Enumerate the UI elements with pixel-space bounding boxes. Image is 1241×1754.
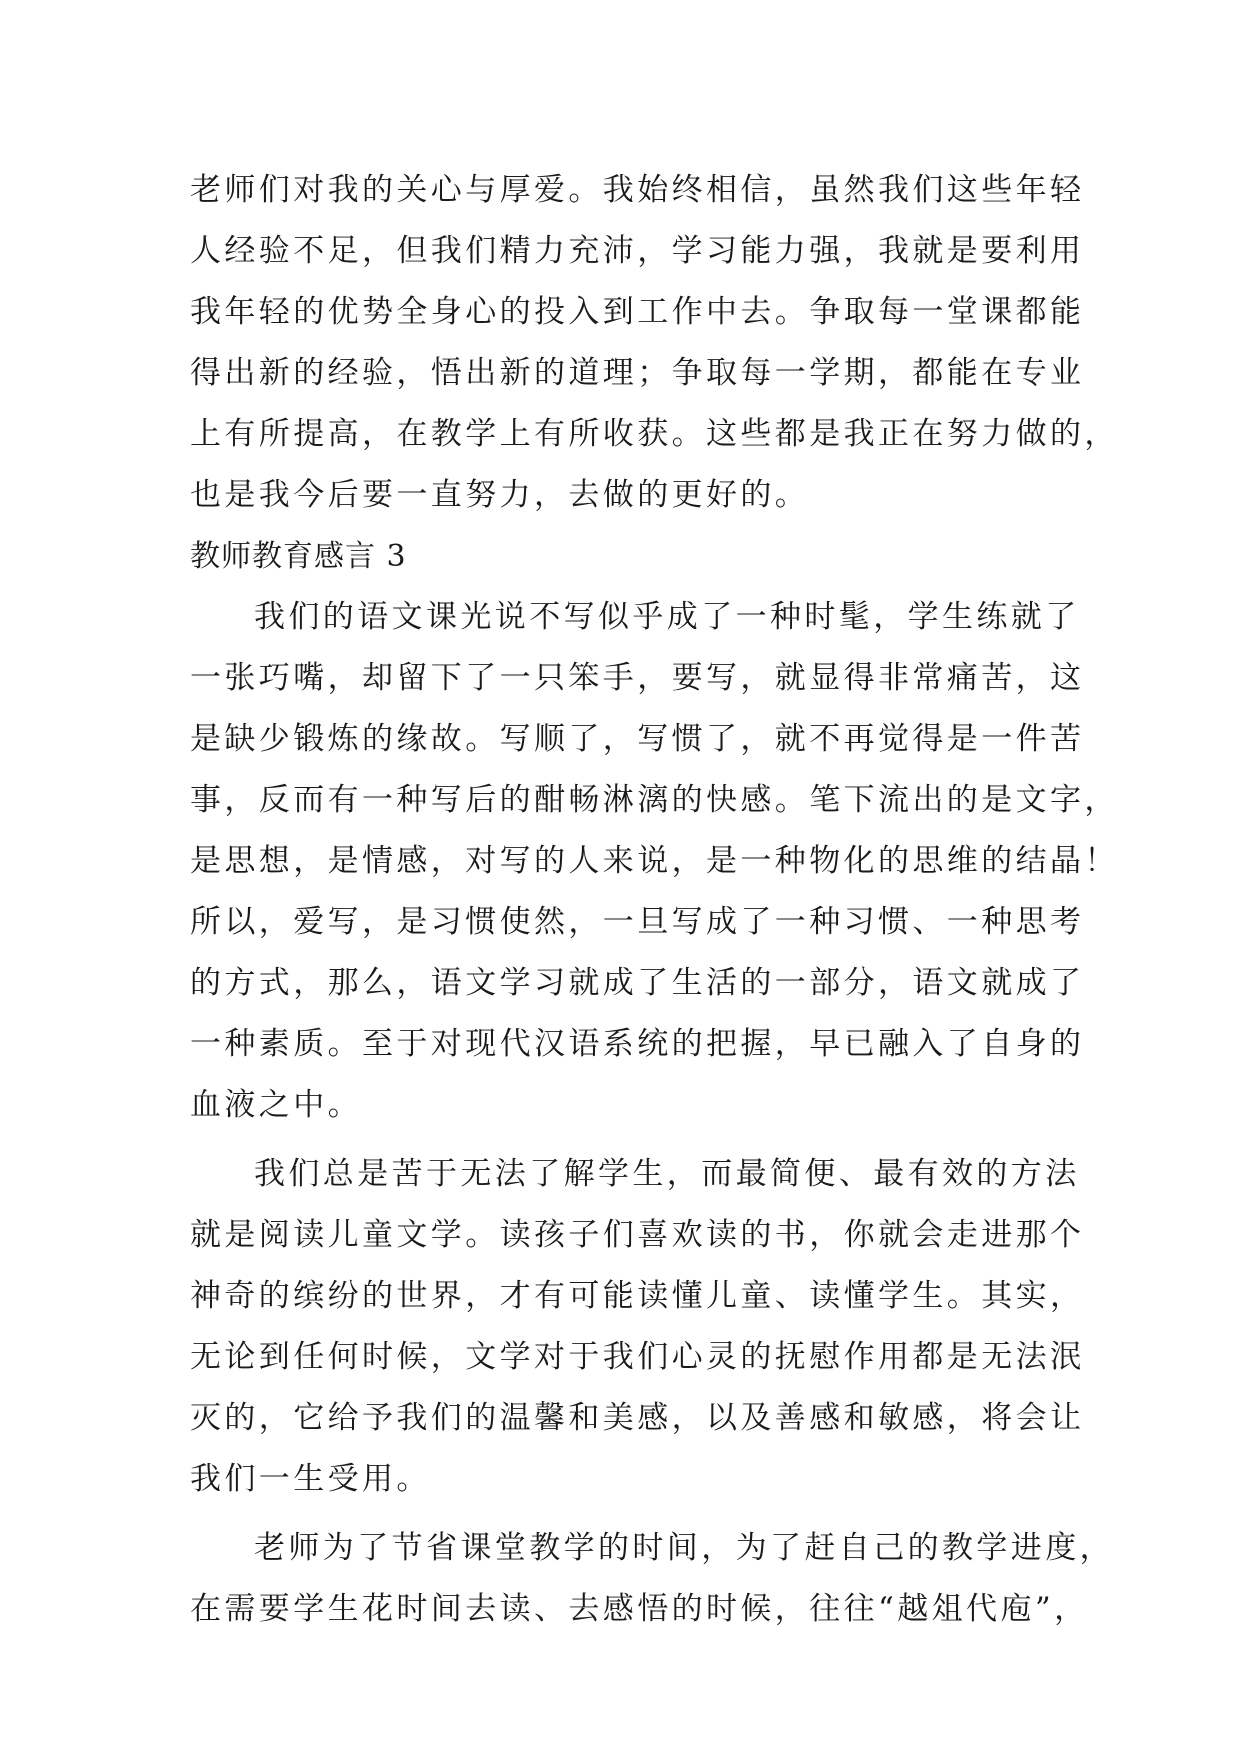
text-line: 在需要学生花时间去读、去感悟的时候，往往“越俎代庖”， — [190, 1591, 1089, 1627]
text-line: 我年轻的优势全身心的投入到工作中去。争取每一堂课都能 — [190, 294, 1085, 330]
text-line: 事，反而有一种写后的酣畅淋漓的快感。笔下流出的是文字， — [190, 782, 1119, 818]
text-line: 就是阅读儿童文学。读孩子们喜欢读的书，你就会走进那个 — [190, 1217, 1085, 1253]
text-line: 老师们对我的关心与厚爱。我始终相信，虽然我们这些年轻 — [190, 172, 1085, 208]
text-line: 的方式，那么，语文学习就成了生活的一部分，语文就成了 — [190, 965, 1085, 1001]
continuation-paragraph — [190, 160, 1119, 526]
text-line: 一种素质。至于对现代汉语系统的把握，早已融入了自身的 — [190, 1026, 1085, 1062]
section-heading: 教师教育感言 3 — [190, 539, 407, 574]
text-line: 老师为了节省课堂教学的时间，为了赶自己的教学进度， — [254, 1530, 1114, 1566]
text-line: 神奇的缤纷的世界，才有可能读懂儿童、读懂学生。其实， — [190, 1278, 1085, 1314]
text-line: 是缺少锻炼的缘故。写顺了，写惯了，就不再觉得是一件苦 — [190, 721, 1085, 757]
text-line: 我们一生受用。 — [190, 1461, 431, 1497]
text-line: 我们总是苦于无法了解学生，而最简便、最有效的方法 — [254, 1156, 1080, 1192]
text-line: 无论到任何时候，文学对于我们心灵的抚慰作用都是无法泯 — [190, 1339, 1085, 1375]
text-line: 所以，爱写，是习惯使然，一旦写成了一种习惯、一种思考 — [190, 904, 1085, 940]
paragraph-spacer — [190, 1136, 1060, 1144]
paragraph-2 — [190, 1144, 1085, 1510]
text-line: 人经验不足，但我们精力充沛，学习能力强，我就是要利用 — [190, 233, 1085, 269]
text-line: 上有所提高，在教学上有所收获。这些都是我正在努力做的， — [190, 416, 1119, 452]
text-line: 我们的语文课光说不写似乎成了一种时髦，学生练就了 — [254, 599, 1080, 635]
text-line: 灭的，它给予我们的温馨和美感，以及善感和敏感，将会让 — [190, 1400, 1085, 1436]
document-page — [190, 160, 1119, 1640]
text-line: 得出新的经验，悟出新的道理；争取每一学期，都能在专业 — [190, 355, 1085, 391]
paragraph-1 — [190, 587, 1119, 1136]
paragraph-spacer — [190, 1510, 1060, 1518]
text-line: 血液之中。 — [190, 1087, 362, 1123]
text-line: 一张巧嘴，却留下了一只笨手，要写，就显得非常痛苦，这 — [190, 660, 1085, 696]
text-line: 也是我今后要一直努力，去做的更好的。 — [190, 477, 810, 513]
text-line: 是思想，是情感，对写的人来说，是一种物化的思维的结晶！ — [190, 843, 1119, 879]
paragraph-3 — [190, 1518, 1114, 1640]
